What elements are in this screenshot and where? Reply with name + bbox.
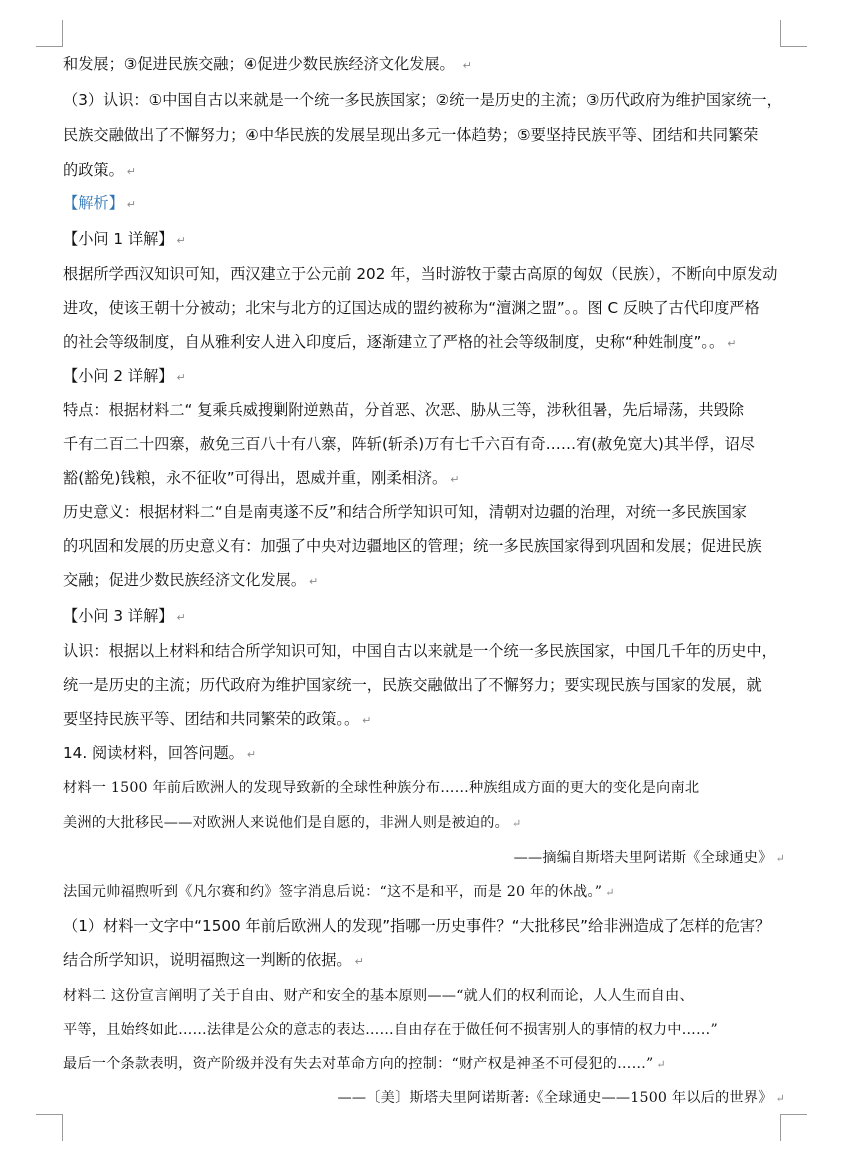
text-line: 和发展；③促进民族交融；④促进少数民族经济文化发展。 ↵	[63, 55, 472, 73]
text-line: 历史意义：根据材料二“自是南夷遂不反”和结合所学知识可知，清朝对边疆的治理，对统一多民族国家	[63, 503, 747, 521]
sub-question-heading: 【小问 2 详解】 ↵	[63, 367, 186, 385]
material-source: ——摘编自斯塔夫里阿诺斯《全球通史》 ↵	[513, 850, 785, 866]
corner-mark-bottom-right	[780, 1114, 807, 1141]
material-line: 平等，且始终如此……法律是公众的意志的表达……自由存在于做任何不损害别人的事情的权力中……”	[63, 1022, 718, 1038]
question-text: 结合所学知识，说明福煦这一判断的依据。 ↵	[63, 951, 364, 969]
text-line: （3）认识：①中国自古以来就是一个统一多民族国家；②统一是历史的主流；③历代政府为维护国家统一，	[63, 91, 782, 109]
material-source: ——〔美〕斯塔夫里阿诺斯著:《全球通史——1500 年以后的世界》 ↵	[337, 1090, 785, 1106]
sub-question-heading: 【小问 3 详解】 ↵	[63, 607, 186, 625]
text-line: 根据所学西汉知识可知，西汉建立于公元前 202 年，当时游牧于蒙古高原的匈奴（民族），不断向中原发动	[63, 265, 778, 283]
material-line: 美洲的大批移民——对欧洲人来说他们是自愿的，非洲人则是被迫的。 ↵	[63, 815, 522, 831]
analysis-heading: 【解析】 ↵	[63, 194, 136, 212]
text-line: 进攻，使该王朝十分被动；北宋与北方的辽国达成的盟约被称为“澶渊之盟”。。图 C 反映了古代印度严格	[63, 299, 760, 317]
corner-mark-top-right	[780, 20, 807, 47]
question-heading: 14. 阅读材料，回答问题。 ↵	[63, 744, 257, 762]
corner-mark-top-left	[36, 20, 63, 47]
text-line: 的巩固和发展的历史意义有：加强了中央对边疆地区的管理；统一多民族国家得到巩固和发展；促进民族	[63, 537, 762, 555]
text-line: 豁(豁免)钱粮，永不征收”可得出，恩威并重，刚柔相济。 ↵	[63, 469, 460, 487]
text-line: 统一是历史的主流；历代政府为维护国家统一，民族交融做出了不懈努力；要实现民族与国家的发展，就	[63, 676, 762, 694]
material-line: 材料一 1500 年前后欧洲人的发现导致新的全球性种族分布……种族组成方面的更大的变化是向南北	[63, 780, 700, 796]
material-line: 材料二 这份宣言阐明了关于自由、财产和安全的基本原则——“就人们的权利而论，人人生而自由、	[63, 988, 694, 1004]
corner-mark-bottom-left	[36, 1114, 63, 1141]
text-line: 特点：根据材料二“ 复乘兵威搜剿附逆熟苗，分首恶、次恶、胁从三等，涉秋徂暑，先后埽荡，共毁除	[63, 401, 744, 419]
text-line: 的政策。 ↵	[63, 161, 136, 179]
text-line: 要坚持民族平等、团结和共同繁荣的政策。。 ↵	[63, 710, 372, 728]
text-line: 的社会等级制度，自从雅利安人进入印度后，逐渐建立了严格的社会等级制度，史称“种姓制度”。。 ↵	[63, 333, 737, 351]
question-text: （1）材料一文字中“1500 年前后欧洲人的发现”指哪一历史事件？“大批移民”给非洲造成了怎样的危害？	[63, 917, 771, 935]
text-line: 千有二百二十四寨，赦免三百八十有八寨，阵斩(斩杀)万有七千六百有奇……宥(赦免宽大)其半俘，诏尽	[63, 435, 755, 453]
text-line: 交融；促进少数民族经济文化发展。 ↵	[63, 571, 319, 589]
text-line: 民族交融做出了不懈努力；④中华民族的发展呈现出多元一体趋势；⑤要坚持民族平等、团结和共同繁荣	[63, 126, 759, 144]
sub-question-heading: 【小问 1 详解】 ↵	[63, 230, 186, 248]
text-line: 认识：根据以上材料和结合所学知识可知，中国自古以来就是一个统一多民族国家，中国几千年的历史中，	[63, 642, 777, 660]
material-line: 最后一个条款表明，资产阶级并没有失去对革命方向的控制：“财产权是神圣不可侵犯的……” ↵	[63, 1056, 666, 1072]
material-line: 法国元帅福煦听到《凡尔赛和约》签字消息后说：“这不是和平，而是 20 年的休战。” ↵	[63, 884, 615, 900]
